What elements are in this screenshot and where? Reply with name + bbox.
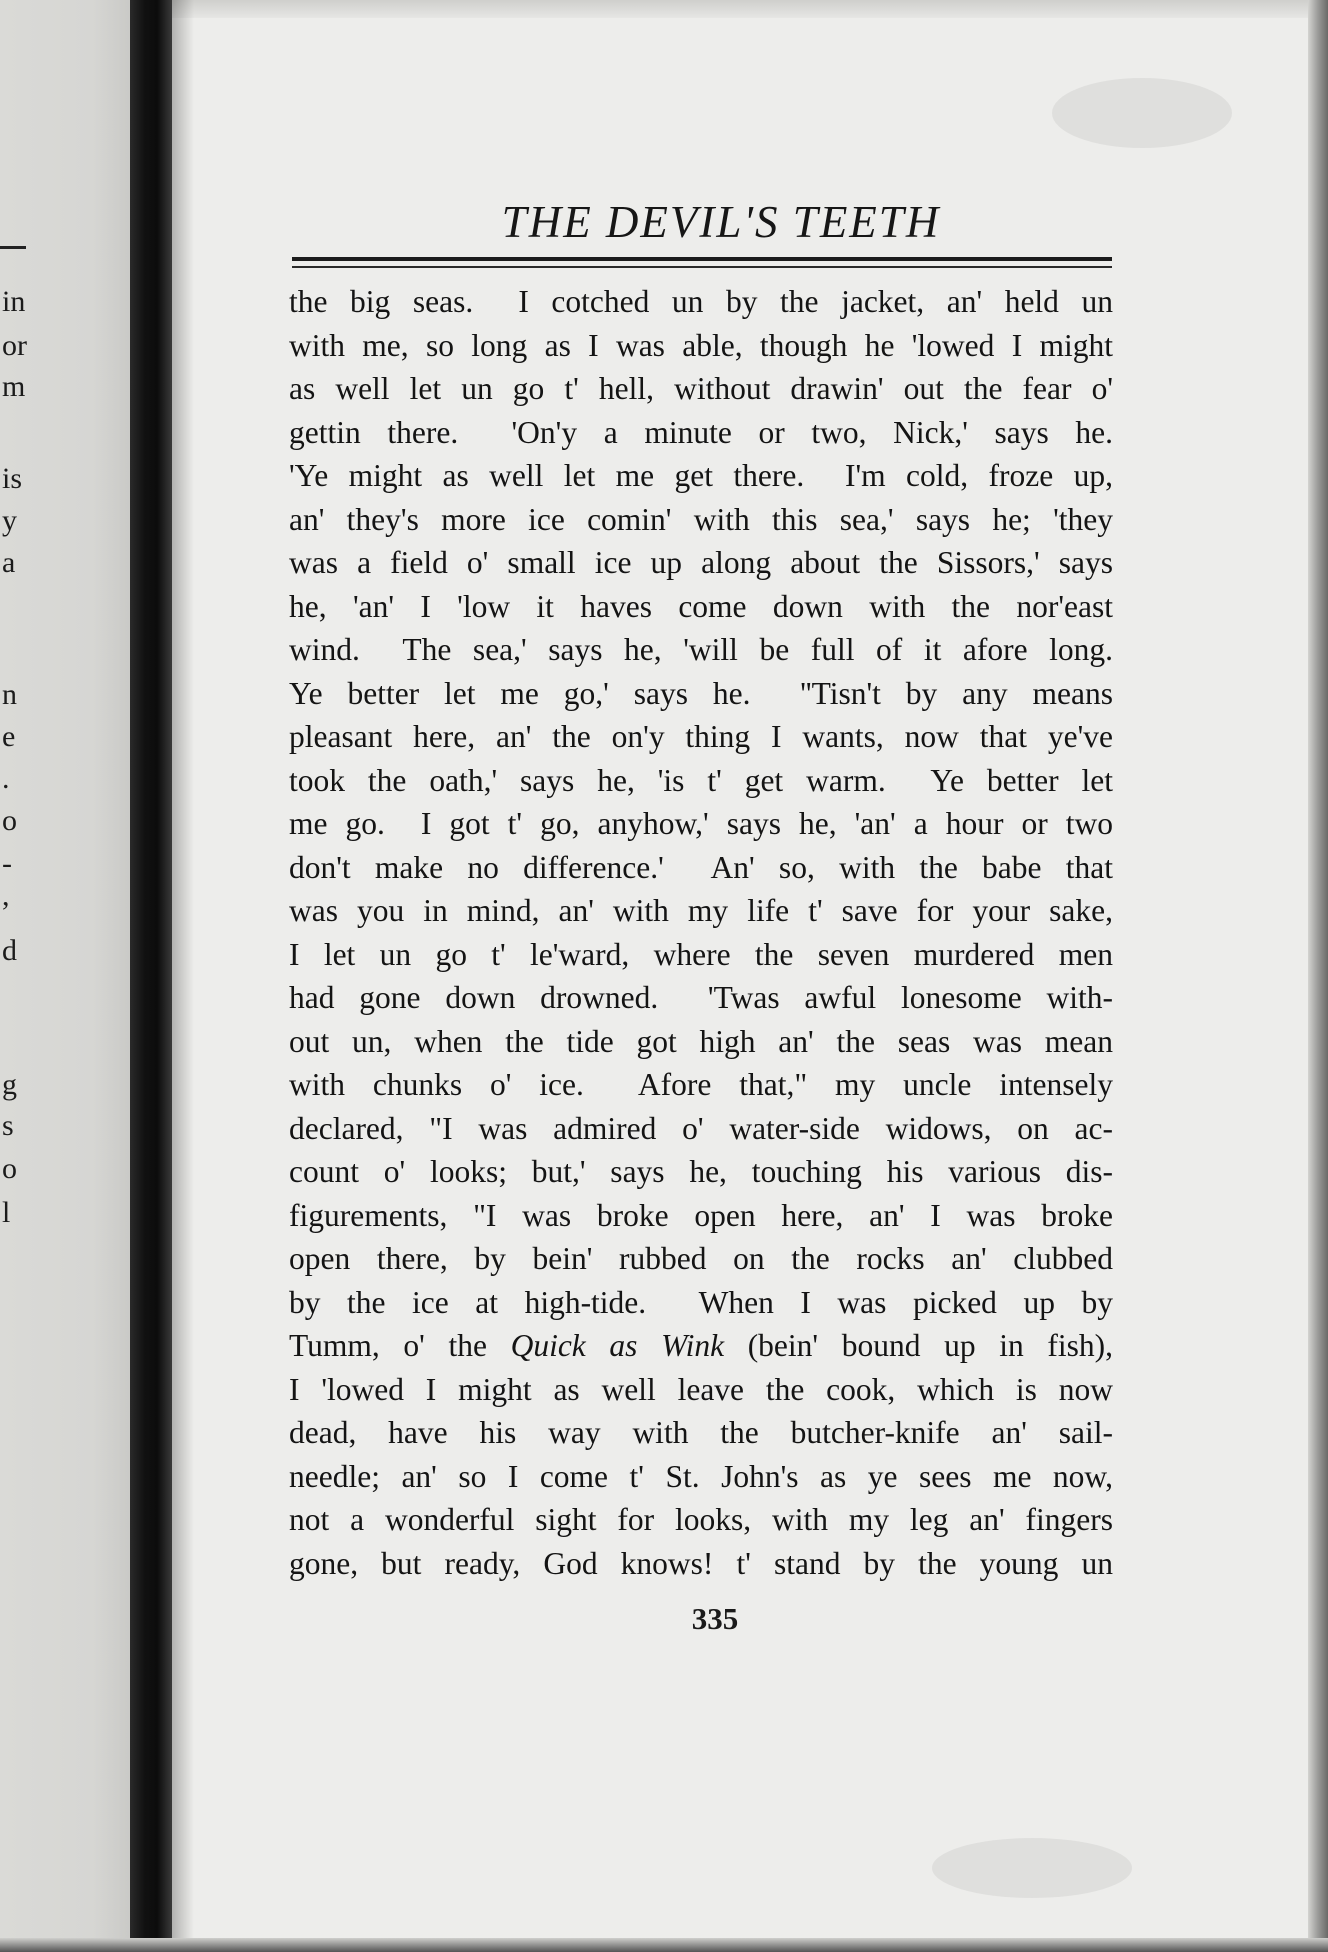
text-line <box>289 889 1113 933</box>
text-line <box>289 1281 1113 1325</box>
left-page-fragment: o <box>2 804 17 837</box>
left-page-fragment: n <box>2 678 17 711</box>
body-text <box>289 280 1113 1585</box>
head-rule-thin <box>292 266 1112 268</box>
page-number: 335 <box>691 1601 739 1636</box>
text-segment: was you in mind, an' with my life t' save for your sake, <box>289 893 1113 928</box>
text-segment: I 'lowed I might as well leave the cook, which is now <box>289 1371 1113 1407</box>
text-segment: not a wonderful sight for looks, with my leg an' fingers <box>289 1502 1113 1537</box>
left-page-fragment: or <box>2 329 27 362</box>
left-page-fragment: in <box>2 285 26 318</box>
text-segment: count o' looks; but,' says he, touching his various dis- <box>289 1154 1113 1189</box>
text-line <box>289 1194 1113 1238</box>
page-bottom-edge <box>0 1938 1328 1952</box>
text-segment: with me, so long as I was able, though he 'lowed I might <box>289 327 1113 363</box>
text-segment: as well let un go t' hell, without drawin' out the fear o' <box>289 371 1113 406</box>
text-segment: me go. I got t' go, anyhow,' says he, 'an' a hour or two <box>289 806 1113 841</box>
page-smudge <box>1052 78 1232 148</box>
text-segment: an' they's more ice comin' with this sea,' says he; 'they <box>289 501 1113 537</box>
text-line <box>289 1455 1113 1499</box>
text-segment: (bein' bound up in fish), <box>724 1328 1113 1363</box>
text-segment: 'Ye might as well let me get there. I'm cold, froze up, <box>289 458 1113 493</box>
binding-gutter <box>130 0 172 1952</box>
text-line <box>289 541 1113 585</box>
text-line <box>289 802 1113 846</box>
text-segment: gone, but ready, God knows! t' stand by the young un <box>289 1545 1113 1581</box>
text-segment: out un, when the tide got high an' the seas was mean <box>289 1023 1113 1059</box>
page-smudge <box>932 1838 1132 1898</box>
running-head: THE DEVIL'S TEETH <box>501 197 941 247</box>
text-line <box>289 1020 1113 1064</box>
text-segment: I let un go t' le'ward, where the seven murdered men <box>289 936 1113 972</box>
text-segment: open there, by bein' rubbed on the rocks an' clubbed <box>289 1241 1113 1276</box>
left-page-fragment: , <box>2 879 10 912</box>
text-line <box>289 454 1113 498</box>
left-page-fragment: e <box>2 720 16 753</box>
text-line <box>289 1324 1113 1368</box>
left-page-fragment: g <box>2 1068 17 1101</box>
text-segment: don't make no difference.' An' so, with the babe that <box>289 849 1113 885</box>
text-line <box>289 1542 1113 1586</box>
text-line <box>289 1150 1113 1194</box>
left-page-fragment: d <box>2 934 17 967</box>
text-segment: dead, have his way with the butcher-knife an' sail- <box>289 1415 1113 1450</box>
left-page-fragment: o <box>2 1152 17 1185</box>
left-page-rule <box>0 246 26 249</box>
left-page-fragment: is <box>2 462 23 495</box>
text-segment: he, 'an' I 'low it haves come down with the nor'east <box>289 588 1113 624</box>
text-line <box>289 1368 1113 1412</box>
head-rule-thick <box>292 257 1112 261</box>
text-segment: by the ice at high-tide. When I was picked up by <box>289 1284 1113 1320</box>
text-segment: gettin there. 'On'y a minute or two, Nick,' says he. <box>289 414 1113 450</box>
left-page-edge <box>0 0 132 1952</box>
text-line <box>289 367 1113 411</box>
left-page-fragment: m <box>2 370 26 403</box>
text-line <box>289 280 1113 324</box>
text-segment: Tumm, o' the <box>289 1328 511 1363</box>
text-line <box>289 846 1113 890</box>
ship-name: Quick as Wink <box>510 1328 725 1363</box>
page-top-edge <box>172 0 1328 18</box>
text-line <box>289 976 1113 1020</box>
text-segment: with chunks o' ice. Afore that," my uncle intensely <box>289 1067 1113 1102</box>
left-page-fragment: y <box>2 504 17 537</box>
gutter-shadow <box>172 0 194 1952</box>
text-segment: the big seas. I cotched un by the jacket, an' held un <box>289 284 1113 319</box>
text-line <box>289 585 1113 629</box>
text-line <box>289 715 1113 759</box>
left-page-fragment: a <box>2 546 16 579</box>
text-line <box>289 628 1113 672</box>
text-segment: declared, "I was admired o' water-side widows, on ac- <box>289 1110 1113 1146</box>
text-segment: pleasant here, an' the on'y thing I wants, now that ye've <box>289 719 1113 754</box>
text-line <box>289 1237 1113 1281</box>
text-line <box>289 933 1113 977</box>
text-line <box>289 672 1113 716</box>
text-line <box>289 1498 1113 1542</box>
page-right-edge <box>1308 0 1328 1952</box>
text-segment: wind. The sea,' says he, 'will be full of it afore long. <box>289 632 1113 667</box>
text-segment: had gone down drowned. 'Twas awful lonesome with- <box>289 980 1113 1015</box>
text-line <box>289 759 1113 803</box>
text-segment: took the oath,' says he, 'is t' get warm. Ye better let <box>289 762 1113 798</box>
text-segment: needle; an' so I come t' St. John's as ye sees me now, <box>289 1458 1113 1494</box>
left-page-fragment: - <box>2 847 12 880</box>
text-line <box>289 1107 1113 1151</box>
text-line <box>289 324 1113 368</box>
text-line <box>289 1063 1113 1107</box>
text-line <box>289 411 1113 455</box>
text-line <box>289 1411 1113 1455</box>
left-page-fragment: s <box>2 1109 14 1142</box>
text-line <box>289 498 1113 542</box>
text-segment: Ye better let me go,' says he. ''Tisn't by any means <box>289 675 1113 711</box>
left-page-fragment: . <box>2 762 10 795</box>
text-segment: was a field o' small ice up along about the Sissors,' says <box>289 545 1113 580</box>
text-segment: figurements, "I was broke open here, an' I was broke <box>289 1197 1113 1233</box>
left-page-fragment: l <box>2 1196 11 1229</box>
